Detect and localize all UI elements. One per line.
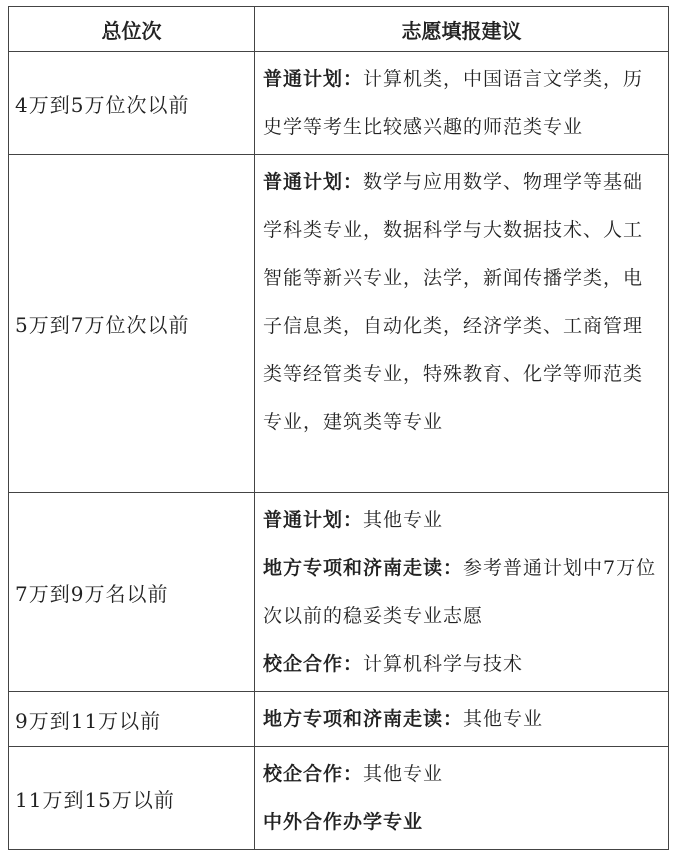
advice-line [263,55,662,151]
advice-label: 中外合作办学专业 [263,811,424,833]
advice-label: 地方专项和济南走读： [263,708,464,730]
admission-advice-table [8,6,669,850]
advice-text: 参考普通计划中7万位次以前的稳妥类专业志愿 [263,557,657,627]
advice-label: 普通计划： [263,509,364,531]
advice-line [263,496,662,544]
advice-cell [255,155,669,493]
advice-text: 其他专业 [363,509,444,531]
rank-cell: 4万到5万位次以前 [9,52,255,155]
advice-text: 计算机类，中国语言文学类，历史学等考生比较感兴趣的师范类专业 [263,68,644,138]
advice-cell [255,692,669,747]
header-rank: 总位次 [9,7,255,52]
advice-label: 普通计划： [263,68,364,90]
rank-cell: 9万到11万以前 [9,692,255,747]
advice-cell [255,747,669,850]
table-header-row [9,7,669,52]
header-advice: 志愿填报建议 [255,7,669,52]
table-row [9,52,669,155]
advice-line [263,544,662,640]
advice-label: 校企合作： [263,763,364,785]
rank-cell: 7万到9万名以前 [9,493,255,692]
table-row [9,493,669,692]
advice-label: 校企合作： [263,653,364,675]
advice-label: 地方专项和济南走读： [263,557,464,579]
rank-cell: 5万到7万位次以前 [9,155,255,493]
advice-text: 其他专业 [363,763,444,785]
advice-line [263,750,662,798]
table-row [9,155,669,493]
advice-text: 其他专业 [463,708,544,730]
advice-line [263,640,662,688]
advice-line [263,695,662,743]
advice-label: 普通计划： [263,171,364,193]
advice-line [263,158,662,446]
advice-cell [255,52,669,155]
rank-cell: 11万到15万以前 [9,747,255,850]
table-row [9,692,669,747]
advice-text: 计算机科学与技术 [363,653,524,675]
advice-text: 数学与应用数学、物理学等基础学科类专业，数据科学与大数据技术、人工智能等新兴专业，法学，新闻传播学类，电子信息类，自动化类，经济学类、工商管理类等经管类专业，特殊教育、化学等师范类专业，建筑类等专业 [263,171,644,433]
advice-cell [255,493,669,692]
table-row [9,747,669,850]
